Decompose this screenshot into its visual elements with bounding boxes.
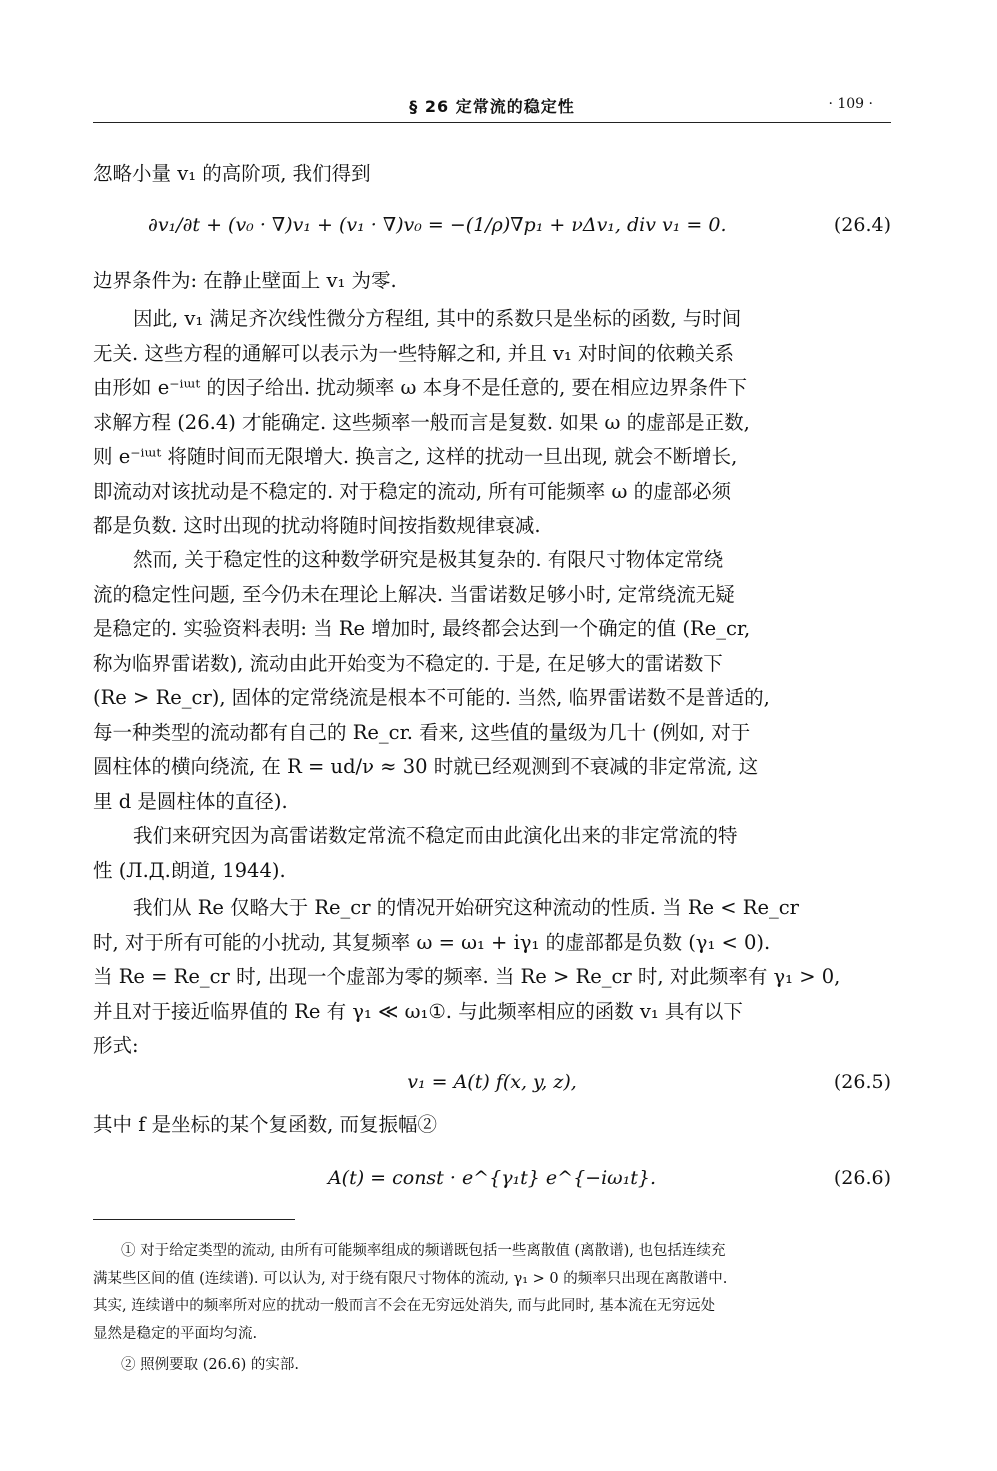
paragraph-onset xyxy=(93,891,891,1064)
footnote-line: ① 对于给定类型的流动, 由所有可能频率组成的频谱既包括一些离散值 (离散谱), 也包括连续充 xyxy=(121,1243,726,1259)
footnote-1 xyxy=(93,1238,891,1348)
footnote-line: 其实, 连续谱中的频率所对应的扰动一般而言不会在无穷远处消失, 而与此同时, 基本流在无穷远处 xyxy=(93,1298,716,1314)
footnote-2 xyxy=(93,1352,891,1380)
text-line: 流的稳定性问题, 至今仍未在理论上解决. 当雷诺数足够小时, 定常绕流无疑 xyxy=(93,582,735,606)
text-line: 里 d 是圆柱体的直径). xyxy=(93,789,288,813)
footnote-rule xyxy=(93,1219,295,1220)
paragraph-boundary xyxy=(93,264,891,299)
text-line: 当 Re = Re_cr 时, 出现一个虚部为零的频率. 当 Re > Re_cr 时, 对此频率有 γ₁ > 0, xyxy=(93,965,841,988)
text-line: (Re > Re_cr), 固体的定常绕流是根本不可能的. 当然, 临界雷诺数不是普适的, xyxy=(93,686,770,709)
equation-26-5 xyxy=(93,1062,891,1102)
equation-body: v₁ = A(t) f(x, y, z), xyxy=(407,1071,577,1093)
text-line: 求解方程 (26.4) 才能确定. 这些频率一般而言是复数. 如果 ω 的虚部是正数, xyxy=(93,410,750,434)
text-line: 每一种类型的流动都有自己的 Re_cr. 看来, 这些值的量级为几十 (例如, 对于 xyxy=(93,720,751,744)
paragraph-critical-reynolds xyxy=(93,543,891,819)
footnote-line: 满某些区间的值 (连续谱). 可以认为, 对于绕有限尺寸物体的流动, γ₁ > 0 的频率只出现在离散谱中. xyxy=(93,1270,728,1287)
equation-26-6 xyxy=(93,1158,891,1198)
section-title: § 26 定常流的稳定性 xyxy=(409,97,575,116)
text-line: 我们从 Re 仅略大于 Re_cr 的情况开始研究这种流动的性质. 当 Re < Re_cr xyxy=(133,896,799,919)
text-line: 即流动对该扰动是不稳定的. 对于稳定的流动, 所有可能频率 ω 的虚部必须 xyxy=(93,479,732,503)
intro-line xyxy=(93,157,891,192)
paragraph-perturbation xyxy=(93,302,891,544)
text-line: 称为临界雷诺数), 流动由此开始变为不稳定的. 于是, 在足够大的雷诺数下 xyxy=(93,651,723,675)
footnote-line: 显然是稳定的平面均匀流. xyxy=(93,1325,258,1342)
text-line: 无关. 这些方程的通解可以表示为一些特解之和, 并且 v₁ 对时间的依赖关系 xyxy=(93,341,735,365)
equation-number: (26.6) xyxy=(833,1167,891,1189)
page-number: · 109 · xyxy=(828,96,873,112)
equation-body: ∂v₁/∂t + (v₀ · ∇)v₁ + (v₁ · ∇)v₀ = −(1/ρ)∇p₁ + νΔv₁, div v₁ = 0. xyxy=(148,214,727,236)
text-line: 时, 对于所有可能的小扰动, 其复频率 ω = ω₁ + iγ₁ 的虚部都是负数 (γ₁ < 0). xyxy=(93,930,771,954)
text-line: 因此, v₁ 满足齐次线性微分方程组, 其中的系数只是坐标的函数, 与时间 xyxy=(133,307,742,330)
text-line: 边界条件为: 在静止壁面上 v₁ 为零. xyxy=(93,269,397,292)
text-line: 形式: xyxy=(93,1034,139,1057)
text-line: 则 e⁻ⁱᵚᵗ 将随时间而无限增大. 换言之, 这样的扰动一旦出现, 就会不断增长, xyxy=(93,445,738,468)
text-line: 我们来研究因为高雷诺数定常流不稳定而由此演化出来的非定常流的特 xyxy=(133,824,738,847)
text-line: 忽略小量 v₁ 的高阶项, 我们得到 xyxy=(93,162,371,185)
equation-number: (26.4) xyxy=(833,214,891,236)
text-line: 都是负数. 这时出现的扰动将随时间按指数规律衰减. xyxy=(93,514,541,537)
paragraph-amplitude xyxy=(93,1108,891,1143)
text-line: 并且对于接近临界值的 Re 有 γ₁ ≪ ω₁①. 与此频率相应的函数 v₁ 具有以下 xyxy=(93,999,743,1023)
text-line: 性 (Л.Д.朗道, 1944). xyxy=(93,858,286,882)
running-header xyxy=(93,88,891,123)
text-line: 然而, 关于稳定性的这种数学研究是极其复杂的. 有限尺寸物体定常绕 xyxy=(133,548,724,571)
text-line: 其中 f 是坐标的某个复函数, 而复振幅② xyxy=(93,1113,438,1136)
equation-body: A(t) = const · e^{γ₁t} e^{−iω₁t}. xyxy=(327,1167,657,1189)
paragraph-landau xyxy=(93,819,891,888)
text-line: 是稳定的. 实验资料表明: 当 Re 增加时, 最终都会达到一个确定的值 (Re_cr, xyxy=(93,617,751,640)
equation-26-4 xyxy=(93,205,891,245)
text-line: 由形如 e⁻ⁱᵚᵗ 的因子给出. 扰动频率 ω 本身不是任意的, 要在相应边界条件下 xyxy=(93,376,748,399)
equation-number: (26.5) xyxy=(833,1071,891,1093)
footnote-line: ② 照例要取 (26.6) 的实部. xyxy=(121,1357,300,1373)
text-line: 圆柱体的横向绕流, 在 R = ud/ν ≈ 30 时就已经观测到不衰减的非定常流, 这 xyxy=(93,755,759,778)
